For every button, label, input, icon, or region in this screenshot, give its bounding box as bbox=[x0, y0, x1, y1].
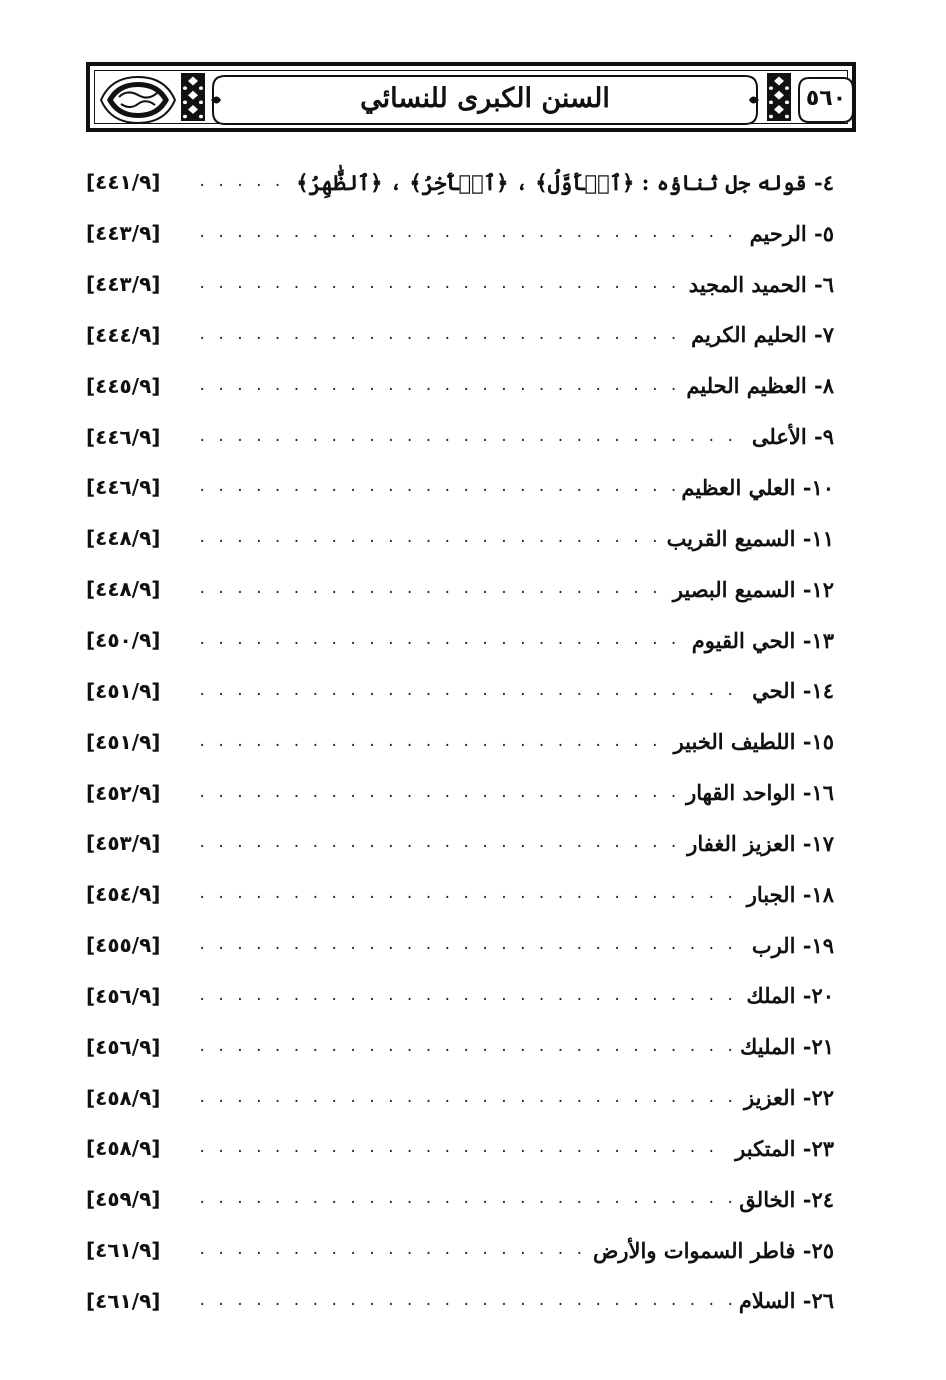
toc-entry-title: ١٢- السميع البصير bbox=[672, 576, 834, 602]
toc-entry bbox=[86, 716, 834, 767]
toc-entry-title: ٢٠- الملك bbox=[746, 983, 834, 1009]
toc-entry-reference: [٤٦١/٩] bbox=[86, 1238, 161, 1263]
toc-entry-title: ١٥- اللطيف الخبير bbox=[673, 729, 834, 755]
dot-leader bbox=[198, 732, 668, 752]
dot-leader bbox=[198, 325, 685, 345]
toc-entry bbox=[86, 360, 834, 411]
toc-entry bbox=[86, 615, 834, 666]
toc-entry-reference: [٤٤٨/٩] bbox=[86, 526, 161, 551]
toc-entry-reference: [٤٤١/٩] bbox=[86, 170, 161, 195]
toc-entry-reference: [٤٥٥/٩] bbox=[86, 933, 161, 958]
toc-entry bbox=[86, 1225, 834, 1276]
toc-entry-reference: [٤٤٨/٩] bbox=[86, 577, 161, 602]
toc-entry-reference: [٤٥٤/٩] bbox=[86, 882, 161, 907]
toc-entry-title: ٢٣- المتكبر bbox=[735, 1135, 834, 1161]
toc-entry bbox=[86, 157, 834, 208]
dot-leader bbox=[198, 223, 744, 243]
toc-entry bbox=[86, 818, 834, 869]
toc-entry-reference: [٤٥٦/٩] bbox=[86, 1034, 161, 1059]
toc-entry-title: ٢١- المليك bbox=[740, 1034, 834, 1060]
dot-leader bbox=[198, 1037, 734, 1057]
toc-entry-title: ١١- السميع القريب bbox=[666, 525, 834, 551]
toc-entry-reference: [٤٥٠/٩] bbox=[86, 628, 161, 653]
toc-entry bbox=[86, 1123, 834, 1174]
toc-entry bbox=[86, 259, 834, 310]
toc-entry-title: ٢٢- العزيز bbox=[744, 1085, 834, 1111]
toc-entry-title: ١٤- الحي bbox=[752, 678, 834, 704]
toc-entry bbox=[86, 411, 834, 462]
toc-entry-reference: [٤٥١/٩] bbox=[86, 729, 161, 754]
toc-entry-title: ٨- العظيم الحليم bbox=[686, 373, 834, 399]
toc-entry bbox=[86, 208, 834, 259]
page-number: ٥٦٠ bbox=[805, 86, 847, 111]
book-title: السنن الكبرى للنسائي bbox=[360, 83, 610, 114]
toc-entry bbox=[86, 665, 834, 716]
toc-entry bbox=[86, 1174, 834, 1225]
title-cartouche bbox=[211, 73, 759, 127]
toc-entry-reference: [٤٥٣/٩] bbox=[86, 831, 161, 856]
dot-leader bbox=[198, 935, 746, 955]
toc-entry bbox=[86, 310, 834, 361]
toc-entry-title: ١٠- العلي العظيم bbox=[681, 474, 834, 500]
dot-leader bbox=[198, 1138, 729, 1158]
toc-entry-reference: [٤٥٩/٩] bbox=[86, 1187, 161, 1212]
toc-entry bbox=[86, 869, 834, 920]
toc-entry-reference: [٤٤٦/٩] bbox=[86, 424, 161, 449]
dot-leader bbox=[198, 172, 290, 192]
toc-entry bbox=[86, 971, 834, 1022]
toc-entry bbox=[86, 1021, 834, 1072]
dot-leader bbox=[198, 833, 681, 853]
toc-entry-title: ٤- قوله جل ثناؤه : ﴿ٱلۡأَوَّلُ﴾ ، ﴿ٱلۡأٓخِرُ﴾ ، ﴿ٱلظَّٰهِرُ﴾ bbox=[296, 169, 834, 195]
toc-entry bbox=[86, 767, 834, 818]
dot-leader bbox=[198, 1240, 587, 1260]
toc-entry-title: ٢٤- الخالق bbox=[739, 1186, 834, 1212]
toc-entry bbox=[86, 920, 834, 971]
toc-entry-reference: [٤٦١/٩] bbox=[86, 1288, 161, 1313]
dot-leader bbox=[198, 528, 661, 548]
toc-entry-reference: [٤٥١/٩] bbox=[86, 678, 161, 703]
toc-entry-title: ٢٦- السلام bbox=[738, 1288, 834, 1314]
toc-entry bbox=[86, 1072, 834, 1123]
ornament-pattern-left bbox=[181, 73, 205, 121]
toc-entry-title: ١٨- الجبار bbox=[746, 881, 834, 907]
table-of-contents bbox=[86, 157, 834, 1326]
toc-entry bbox=[86, 513, 834, 564]
toc-entry-title: ٥- الرحيم bbox=[749, 220, 834, 246]
dot-leader bbox=[198, 274, 683, 294]
dot-leader bbox=[198, 477, 675, 497]
header-inner-border bbox=[94, 70, 848, 124]
toc-entry bbox=[86, 564, 834, 615]
running-header bbox=[86, 62, 856, 132]
toc-entry-reference: [٤٥٢/٩] bbox=[86, 780, 161, 805]
dot-leader bbox=[198, 1291, 733, 1311]
toc-entry-reference: [٤٥٦/٩] bbox=[86, 983, 161, 1008]
dot-leader bbox=[198, 630, 686, 650]
toc-entry-title: ١٧- العزيز الغفار bbox=[687, 830, 834, 856]
toc-entry bbox=[86, 462, 834, 513]
toc-entry-reference: [٤٤٣/٩] bbox=[86, 221, 161, 246]
toc-entry-title: ٩- الأعلى bbox=[751, 424, 834, 450]
toc-entry-title: ١٦- الواحد القهار bbox=[686, 780, 834, 806]
toc-entry-reference: [٤٤٣/٩] bbox=[86, 272, 161, 297]
toc-entry-title: ١٩- الرب bbox=[751, 932, 834, 958]
book-seal-icon bbox=[97, 73, 179, 127]
ornament-pattern-right bbox=[767, 73, 791, 121]
toc-entry-title: ٧- الحليم الكريم bbox=[691, 322, 834, 348]
dot-leader bbox=[198, 884, 741, 904]
toc-entry bbox=[86, 1276, 834, 1327]
dot-leader bbox=[198, 986, 740, 1006]
dot-leader bbox=[198, 681, 746, 701]
dot-leader bbox=[198, 783, 680, 803]
dot-leader bbox=[198, 427, 746, 447]
dot-leader bbox=[198, 579, 667, 599]
toc-entry-title: ٦- الحميد المجيد bbox=[688, 271, 834, 297]
dot-leader bbox=[198, 1189, 733, 1209]
page-number-cartouche bbox=[797, 73, 855, 127]
toc-entry-reference: [٤٤٦/٩] bbox=[86, 475, 161, 500]
toc-entry-reference: [٤٥٨/٩] bbox=[86, 1136, 161, 1161]
toc-entry-reference: [٤٥٨/٩] bbox=[86, 1085, 161, 1110]
dot-leader bbox=[198, 1088, 738, 1108]
dot-leader bbox=[198, 376, 680, 396]
toc-entry-title: ١٣- الحي القيوم bbox=[691, 627, 834, 653]
toc-entry-reference: [٤٤٥/٩] bbox=[86, 373, 161, 398]
toc-entry-title: ٢٥- فاطر السموات والأرض bbox=[593, 1237, 834, 1263]
toc-entry-reference: [٤٤٤/٩] bbox=[86, 322, 161, 347]
